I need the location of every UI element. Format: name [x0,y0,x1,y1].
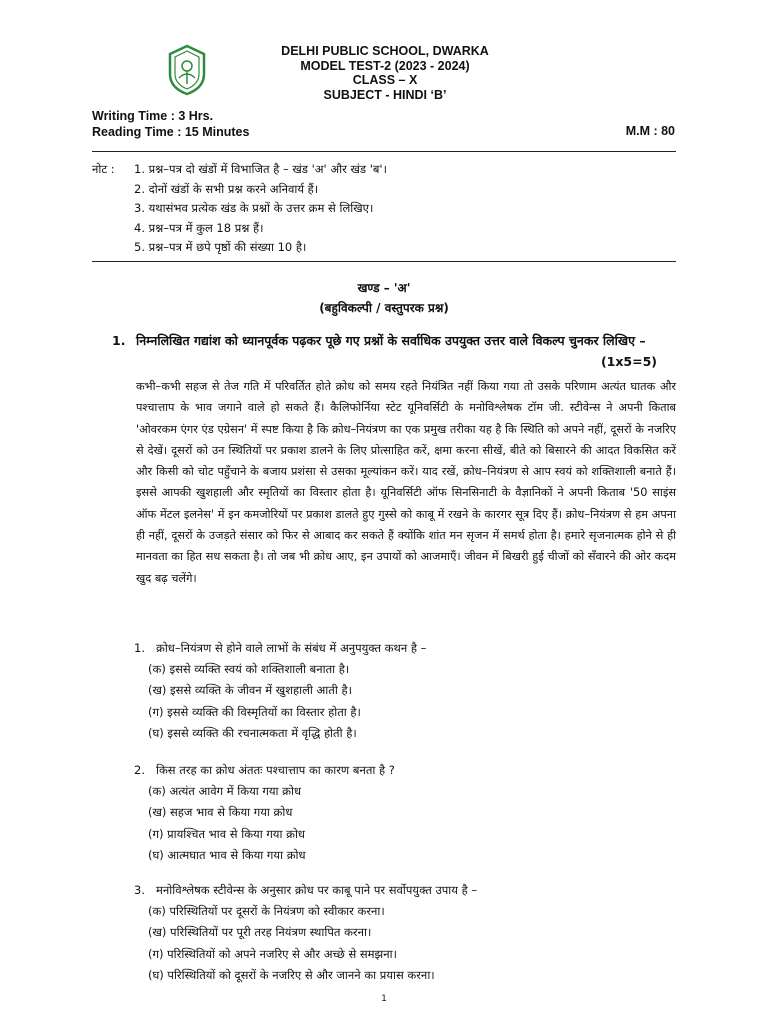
page-number: 1 [381,994,387,1004]
option: (ग) प्रायश्चित भाव से किया गया क्रोध [148,826,305,841]
option: (क) इससे व्यक्ति स्वयं को शक्तिशाली बनाता है। [148,662,350,677]
option: (क) अत्यंत आवेग में किया गया क्रोध [148,784,302,799]
option: (घ) आत्मघात भाव से किया गया क्रोध [148,847,306,862]
instruction-item: 5. प्रश्न–पत्र में छपे पृष्ठों की संख्या 10 है। [134,240,307,254]
subquestion-text: क्रोध–नियंत्रण से होने वाले लाभों के संबंध में अनुपयुक्त कथन है – [156,641,427,655]
option: (घ) इससे व्यक्ति की रचनात्मकता में वृद्धि होती है। [148,725,357,740]
subject-name: SUBJECT - HINDI ‘B’ [323,87,447,102]
class-name: CLASS – X [352,73,418,87]
divider-bottom [92,261,676,262]
max-marks: M.M : 80 [625,124,675,138]
writing-time: Writing Time : 3 Hrs. [92,109,214,123]
note-label: नोट : [92,162,115,176]
subquestion-number: 1. [134,641,145,655]
passage: कभी–कभी सहज से तेज गति में परिवर्तित होते क्रोध को समय रहते नियंत्रित नहीं किया गया तो उसके परिणाम अत्यंत घातक और पश्चात्ताप के भाव जगाने वाले हो सकते हैं। कैलिफोर्निया स्टेट यूनिवर्सिटी के मनोविश्लेषक टॉम जी. स्टीवेन्स ने अपनी किताब 'ओवरकम एंगर एंड एग्रेसन' में स्पष्ट किया है कि क्रोध–नियंत्रण का एक प्रमुख तरीका यह है कि स्थिति को अपने नहीं, दूसरों के नजरिए से देखें। दूसरों को उन स्थितियों पर प्रकाश डालने के लिए प्रोत्साहित करें, क्षमा करना सीखें, बीते को बिसारने की आदत विकसित करें और किसी को चोट पहुँचाने के बजाय प्रशंसा से उसका मूल्यांकन करें। याद रखें, क्रोध–नियंत्रण से आप स्वयं को शक्तिशाली बनाते हैं। इससे आपकी खुशहाली और स्मृतियों का विस्तार होता है। यूनिवर्सिटी ऑफ सिनसिनाटी के वैज्ञानिकों ने अपनी किताब '50 साइंस ऑफ मेंटल इलनेस' में इन कमजोरियों पर प्रकाश डालते हुए गुस्से को काबू में रखने के कारगर सूत्र दिए हैं। क्रोध–नियंत्रण से हम अपना ही नहीं, दूसरों के उजड़ते संसार को फिर से आबाद कर सकते हैं क्योंकि शांत मन सृजन में समर्थ होता है। हमारे सृजनात्मक होने से ही मानवता का हित सध सकता है। तो जब भी क्रोध आए, इन उपायों को आजमाएँ। जीवन में बिखरी हुई चीजों को सँवारने की ओर कदम खुद बढ़ चलेंगे। [136,380,676,585]
section-title: खण्ड – 'अ' [357,281,411,295]
subquestion-2 [134,760,654,866]
subquestion-text: मनोविश्लेषक स्टीवेन्स के अनुसार क्रोध पर काबू पाने पर सर्वोपयुक्त उपाय है – [156,883,478,897]
option: (क) परिस्थितियों पर दूसरों के नियंत्रण को स्वीकार करना। [148,904,385,919]
instruction-item: 1. प्रश्न–पत्र दो खंडों में विभाजित है – खंड 'अ' और खंड 'ब'। [134,162,387,176]
option: (ग) परिस्थितियों को अपने नजरिए से और अच्छे से समझना। [148,946,397,961]
instruction-list [134,160,614,258]
instruction-item: 2. दोनों खंडों के सभी प्रश्न करने अनिवार्य हैं। [134,181,319,196]
option: (घ) परिस्थितियों को दूसरों के नजरिए से और जानने का प्रयास करना। [148,967,435,982]
subquestion-3 [134,880,654,986]
test-name: MODEL TEST-2 (2023 - 2024) [300,58,470,73]
option: (ख) परिस्थितियों पर पूरी तरह नियंत्रण स्थापित करना। [148,925,372,940]
subquestion-number: 3. [134,883,145,897]
question-number: 1. [112,333,126,348]
section-subtitle: (बहुविकल्पी / वस्तुपरक प्रश्न) [319,301,449,315]
instruction-item: 4. प्रश्न–पत्र में कुल 18 प्रश्न हैं। [134,220,264,235]
divider-top [92,151,676,152]
option: (ख) सहज भाव से किया गया क्रोध [148,805,293,820]
option: (ग) इससे व्यक्ति की विस्मृतियों का विस्तार होता है। [148,704,361,719]
question-text: निम्नलिखित गद्यांश को ध्यानपूर्वक पढ़कर पूछे गए प्रश्नों के सर्वाधिक उपयुक्त उत्तर वाले विकल्प चुनकर लिखिए – [136,333,646,348]
exam-times [92,109,249,140]
document-header [230,44,540,102]
subquestion-1 [134,638,654,744]
instruction-item: 3. यथासंभव प्रत्येक खंड के प्रश्नों के उत्तर क्रम से लिखिए। [134,201,374,215]
subquestion-text: किस तरह का क्रोध अंततः पश्चात्ताप का कारण बनता है ? [156,763,395,777]
option: (ख) इससे व्यक्ति के जीवन में खुशहाली आती है। [148,683,352,698]
reading-time: Reading Time : 15 Minutes [92,124,250,139]
subquestion-number: 2. [134,763,145,777]
school-name: DELHI PUBLIC SCHOOL, DWARKA [281,44,489,58]
question-marks: (1x5=5) [600,354,657,369]
school-logo [166,44,208,96]
